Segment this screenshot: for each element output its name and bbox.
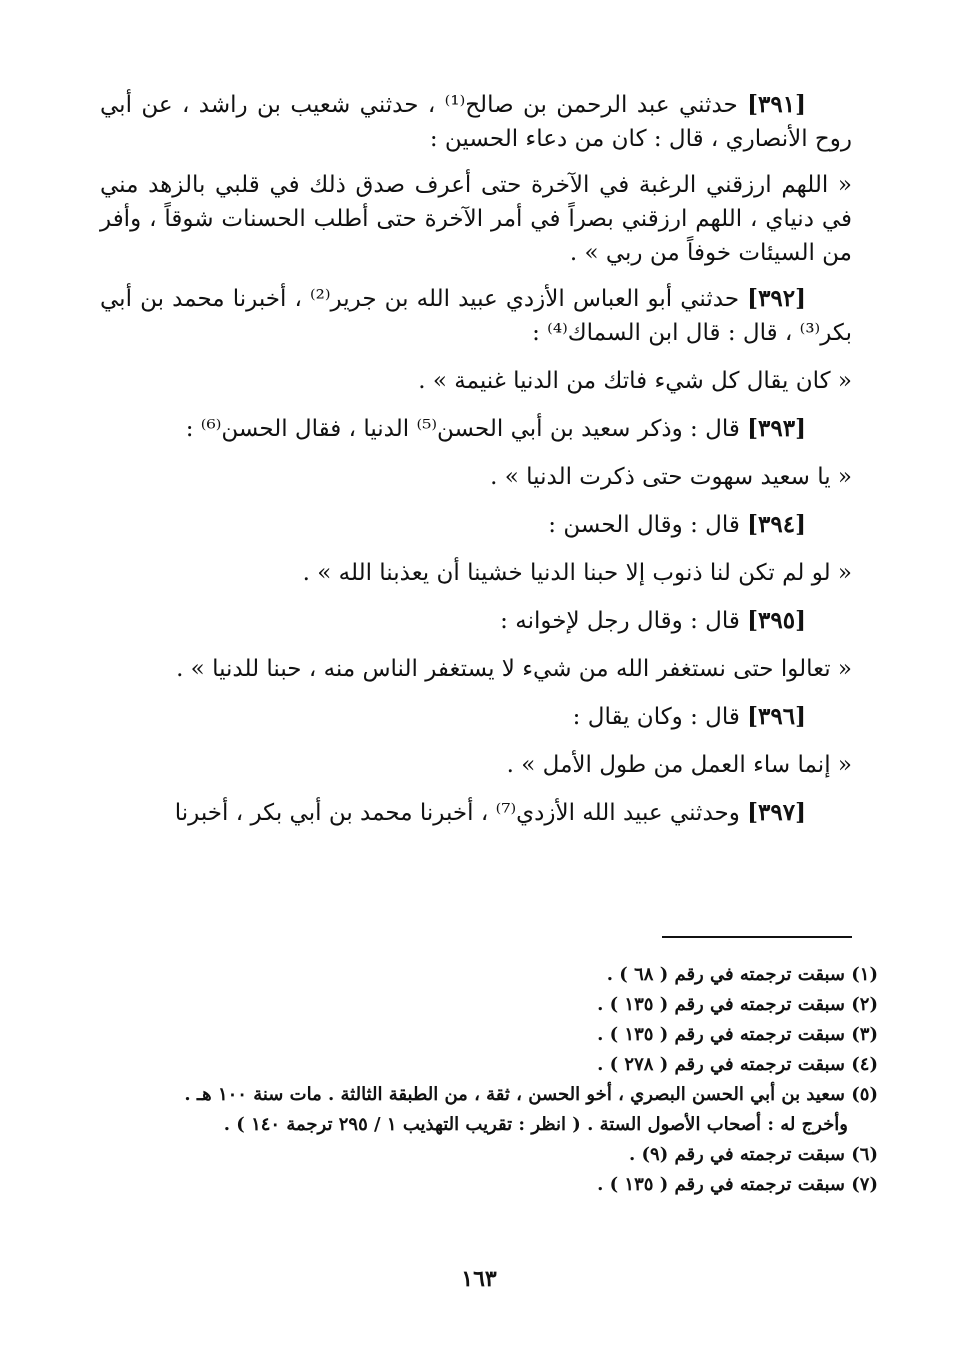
entry-number: [٣٩٢] [747,285,807,312]
footnote-3: (٣) سبقت ترجمته في رقم ( ١٣٥ ) . [597,1024,878,1045]
footnote-divider [662,936,852,938]
entry-number: [٣٩٥] [747,607,806,634]
quote-396: « إنما ساء العمل من طول الأمل » . [506,752,852,778]
paragraph-text: قال : وقال رجل لإخوانه : [500,608,748,634]
footnote-5: (٥) سعيد بن أبي الحسن البصري ، أخو الحسن ، ثقة ، من الطبقة الثالثة . مات سنة ١٠٠ هـ . [184,1084,878,1105]
footnote-2: (٢) سبقت ترجمته في رقم ( ١٣٥ ) . [597,994,878,1015]
quote-394: « لو لم تكن لنا ذنوب إلا حبنا الدنيا خشينا أن يعذبنا الله » . [302,560,852,586]
quote-395: « تعالوا حتى نستغفر الله من شيء لا يستغفر الناس منه ، حبنا للدنيا » . [176,656,852,682]
footnote-7: (٧) سبقت ترجمته في رقم ( ١٣٥ ) . [597,1174,878,1195]
paragraph-text: قال : وكان يقال : [572,704,748,730]
footnote-4: (٤) سبقت ترجمته في رقم ( ٢٧٨ ) . [597,1054,878,1075]
paragraph-393 [100,412,852,446]
paragraph-391 [100,88,852,156]
footnote-5-continuation: وأخرج له : أصحاب الأصول الستة . ( انظر : تقريب التهذيب ١ / ٢٩٥ ترجمة ١٤٠ ) . [223,1114,848,1135]
entry-number: [٣٩٧] [747,799,806,826]
paragraph-text: حدثني أبو العباس الأزدي عبيد الله بن جرير⁽²⁾ ، أخبرنا محمد بن أبي بكر⁽³⁾ ، قال : قال ابن السماك⁽⁴⁾ : [100,286,852,346]
paragraph-text: وحدثني عبيد الله الأزدي⁽⁷⁾ ، أخبرنا محمد بن أبي بكر ، أخبرنا [174,800,748,826]
entry-number: [٣٩٤] [747,511,806,538]
main-text [100,88,852,830]
footnote-6: (٦) سبقت ترجمته في رقم (٩) . [628,1144,878,1165]
paragraph-397 [100,796,852,830]
paragraph-396 [100,700,852,734]
paragraph-text: حدثني عبد الرحمن بن صالح⁽¹⁾ ، حدثني شعيب بن راشد ، عن أبي روح الأنصاري ، قال : كان من دعاء الحسين : [100,92,852,152]
footnotes [130,960,878,1200]
footnote-1: (١) سبقت ترجمته في رقم ( ٦٨ ) . [606,964,878,985]
entry-number: [٣٩٦] [747,703,806,730]
paragraph-394 [100,508,852,542]
quote-393: « يا سعيد سهوت حتى ذكرت الدنيا » . [490,464,852,490]
paragraph-395 [100,604,852,638]
paragraph-392 [100,282,852,350]
entry-number: [٣٩١] [747,91,806,118]
page-number: ١٦٣ [461,1266,497,1292]
quote-392: « كان يقال كل شيء فاتك من الدنيا غنيمة » . [418,368,852,394]
entry-number: [٣٩٣] [747,415,806,442]
paragraph-text: قال : وقال الحسن : [548,512,748,538]
quote-391: « اللهم ارزقني الرغبة في الآخرة حتى أعرف صدق ذلك في قلبي بالزهد مني في دنياي ، اللهم ارزقني بصراً في أمر الآخرة حتى أطلب الحسنات شوقاً ، وأفر من السيئات خوفاً من ربي » . [100,172,852,266]
paragraph-text: قال : وذكر سعيد بن أبي الحسن⁽⁵⁾ الدنيا ، فقال الحسن⁽⁶⁾ : [185,416,748,442]
